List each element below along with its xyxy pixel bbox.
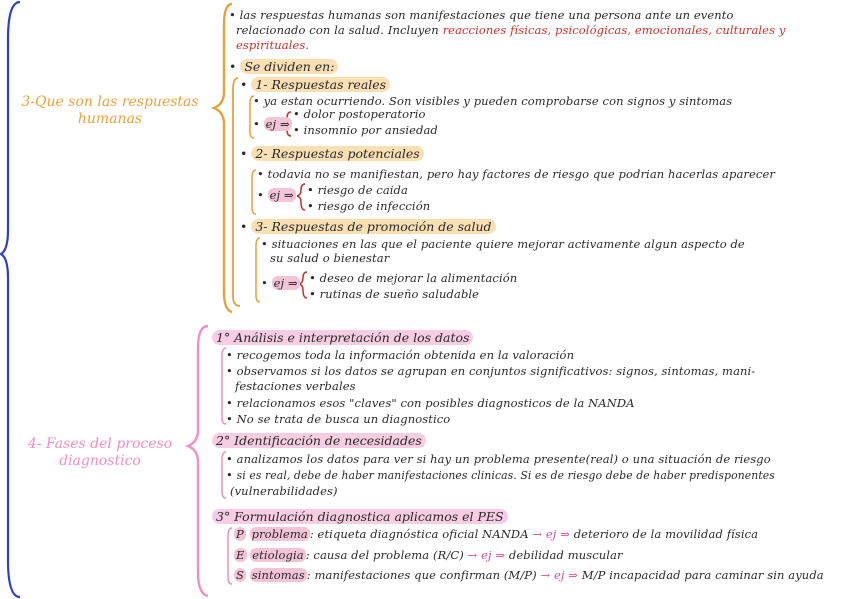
phase2-title: 2° Identificación de necesidades [212,433,426,448]
type3-desc2: su salud o bienestar [270,251,390,265]
pes-p-word: problema [251,527,308,541]
type2-desc: • todavia no se manifiestan, pero hay factores de riesgo que podrian hacerlas aparecer [257,167,775,181]
intro-line1: • las respuestas humanas son manifestaciones que tiene una persona ante un evento [229,8,734,22]
phase2-b1: • analizamos los datos para ver si hay un problema presente(real) o una situación de riesgo [226,452,771,466]
orange-bracket-section3 [214,4,232,312]
red-bracket-ex3 [299,272,307,298]
phase1-title: 1° Análisis e interpretación de los datos [212,330,473,345]
type3-eg: • ej ⇒ [261,276,298,290]
type2-ex1: • riesgo de caida [307,183,408,197]
phase1-b3: • relacionamos esos "claves" con posibles diagnosticos de la NANDA [226,396,635,410]
pes-e-letter: E [236,548,245,562]
section3-title: 3-Que son las respuestas humanas [21,94,199,127]
type1-eg: • ej ⇒ [253,117,290,131]
type1-desc: • ya estan ocurriendo. Son visibles y pueden comprobarse con signos y sintomas [253,94,733,108]
intro-line2: relacionado con la salud. Incluyen reacciones físicas, psicológicas, emocionales, culturales y [236,23,786,37]
pes-p-row: P problema : etiqueta diagnóstica oficial NANDA → ej ⇒ deterioro de la movilidad física [236,527,759,541]
type3-title: • 3- Respuestas de promoción de salud [240,219,496,234]
pes-e-word: etiologia [252,548,304,562]
pes-p-letter: P [236,527,244,541]
type3-ex1: • deseo de mejorar la alimentación [309,271,518,285]
pes-e-row: E etiologia : causa del problema (R/C) → ej ⇒ debilidad muscular [236,548,623,562]
type2-eg: • ej ⇒ [257,188,294,202]
intro-line3: espirituales. [236,38,310,52]
orange-bracket-type3 [256,238,260,302]
blue-bracket [1,2,20,597]
phase3-title: 3° Formulación diagnostica aplicamos el PES [212,509,508,524]
pes-s-letter: S [236,568,244,582]
pes-s-word: sintomas [251,568,305,582]
reactions-highlight: reacciones físicas, psicológicas, emocionales, culturales y [442,23,786,37]
red-bracket-ex2 [297,184,305,210]
phase1-b1: • recogemos toda la información obtenida en la valoración [226,348,575,362]
type3-ex2: • rutinas de sueño saludable [309,287,480,301]
orange-bracket-types [233,78,240,306]
phase1-b2a: • observamos si los datos se agrupan en conjuntos significativos: signos, sintomas, mani- [226,364,756,378]
type1-title: • 1- Respuestas reales [240,77,390,92]
orange-bracket-type2 [252,170,256,214]
type1-ex2: • insomnio por ansiedad [293,123,438,137]
pes-s-row: S sintomas : manifestaciones que confirman (M/P) → ej ⇒ M/P incapacidad para caminar sin ayuda [236,568,824,582]
phase2-b2b: (vulnerabilidades) [230,484,338,498]
divide-label: • Se dividen en: [229,59,338,74]
phase1-b4: • No se trata de busca un diagnostico [226,412,451,426]
type2-ex2: • riesgo de infección [307,199,431,213]
pink-bracket-phase3 [228,528,232,584]
phase2-b2a: • si es real, debe de haber manifestaciones clinicas. Si es de riesgo debe de haber predisponentes [226,468,775,482]
phase1-b2b: festaciones verbales [235,379,356,393]
type2-title: • 2- Respuestas potenciales [240,146,424,161]
type1-ex1: • dolor postoperatorio [293,107,426,121]
section4-title: 4- Fases del proceso diagnostico [27,436,173,469]
type3-desc1: • situaciones en las que el paciente quiere mejorar activamente algun aspecto de [261,237,745,251]
